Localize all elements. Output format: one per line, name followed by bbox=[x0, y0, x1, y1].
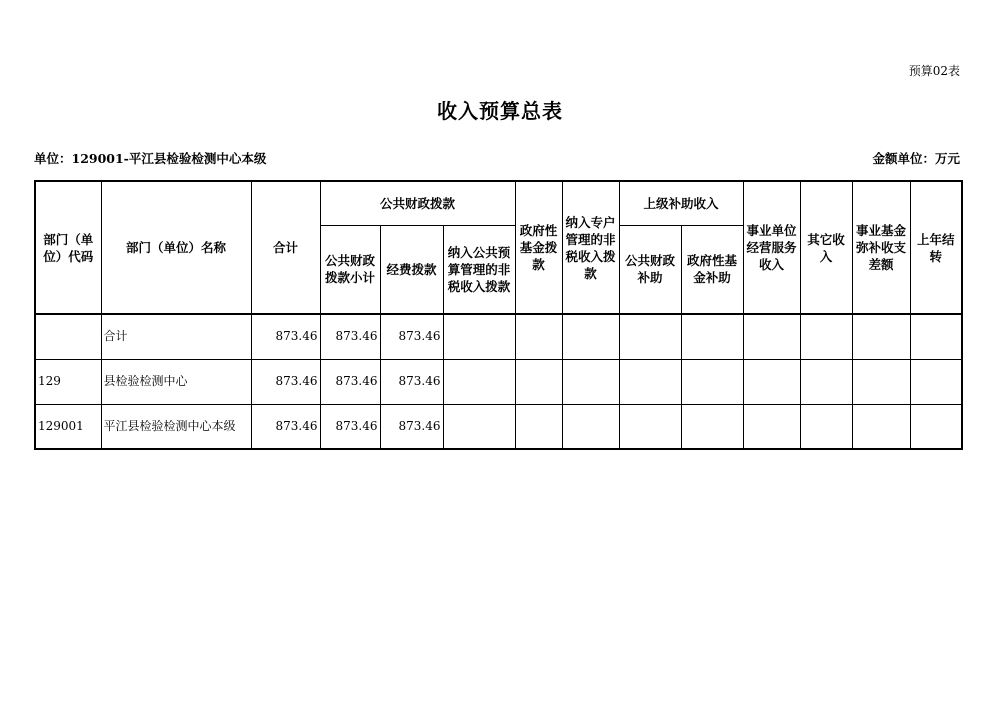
header-total: 合计 bbox=[251, 181, 320, 314]
table-row bbox=[35, 359, 962, 404]
cell-code: 129 bbox=[35, 359, 101, 404]
cell-empty bbox=[852, 314, 910, 359]
cell-empty bbox=[443, 314, 515, 359]
cell-empty bbox=[443, 359, 515, 404]
header-pf-subtotal: 公共财政拨款小计 bbox=[320, 225, 380, 314]
table-row bbox=[35, 314, 962, 359]
form-number: 预算02表 bbox=[908, 64, 960, 78]
cell-empty bbox=[910, 359, 962, 404]
cell-empty bbox=[515, 404, 562, 449]
amount-unit-label: 金额单位：万元 bbox=[872, 151, 960, 166]
cell-empty bbox=[562, 404, 619, 449]
cell-code bbox=[35, 314, 101, 359]
cell-empty bbox=[681, 404, 743, 449]
cell-pf-subtotal: 873.46 bbox=[320, 314, 380, 359]
cell-pf-funding: 873.46 bbox=[380, 314, 443, 359]
cell-empty bbox=[562, 359, 619, 404]
cell-empty bbox=[743, 314, 800, 359]
header-ss-public: 公共财政补助 bbox=[619, 225, 681, 314]
cell-total: 873.46 bbox=[251, 314, 320, 359]
cell-name: 县检验检测中心 bbox=[101, 359, 251, 404]
cell-empty bbox=[743, 359, 800, 404]
header-special-nontax: 纳入专户管理的非税收入拨款 bbox=[562, 181, 619, 314]
cell-pf-subtotal: 873.46 bbox=[320, 359, 380, 404]
cell-empty bbox=[743, 404, 800, 449]
cell-empty bbox=[619, 404, 681, 449]
cell-empty bbox=[800, 314, 852, 359]
cell-empty bbox=[619, 314, 681, 359]
cell-empty bbox=[852, 359, 910, 404]
cell-empty bbox=[681, 359, 743, 404]
cell-empty bbox=[562, 314, 619, 359]
cell-name: 合计 bbox=[101, 314, 251, 359]
header-name: 部门（单位）名称 bbox=[101, 181, 251, 314]
header-fund-offset: 事业基金弥补收支差额 bbox=[852, 181, 910, 314]
header-other-income: 其它收入 bbox=[800, 181, 852, 314]
header-pf-funding: 经费拨款 bbox=[380, 225, 443, 314]
cell-empty bbox=[910, 404, 962, 449]
header-pf-nontax: 纳入公共预算管理的非税收入拨款 bbox=[443, 225, 515, 314]
header-code: 部门（单位）代码 bbox=[35, 181, 101, 314]
page-title: 收入预算总表 bbox=[437, 99, 563, 123]
cell-empty bbox=[681, 314, 743, 359]
header-carryover: 上年结转 bbox=[910, 181, 962, 314]
cell-pf-funding: 873.46 bbox=[380, 404, 443, 449]
header-superior-subsidy: 上级补助收入 bbox=[619, 181, 743, 225]
cell-empty bbox=[619, 359, 681, 404]
cell-pf-subtotal: 873.46 bbox=[320, 404, 380, 449]
cell-pf-funding: 873.46 bbox=[380, 359, 443, 404]
table-row bbox=[35, 404, 962, 449]
cell-empty bbox=[515, 359, 562, 404]
header-gov-fund: 政府性基金拨款 bbox=[515, 181, 562, 314]
cell-empty bbox=[800, 359, 852, 404]
cell-name: 平江县检验检测中心本级 bbox=[101, 404, 251, 449]
unit-label: 单位：129001-平江县检验检测中心本级 bbox=[34, 151, 267, 166]
income-budget-table bbox=[34, 180, 963, 450]
cell-total: 873.46 bbox=[251, 404, 320, 449]
cell-empty bbox=[443, 404, 515, 449]
cell-empty bbox=[800, 404, 852, 449]
cell-empty bbox=[515, 314, 562, 359]
cell-empty bbox=[910, 314, 962, 359]
cell-empty bbox=[852, 404, 910, 449]
header-ss-fund: 政府性基金补助 bbox=[681, 225, 743, 314]
header-public-finance: 公共财政拨款 bbox=[320, 181, 515, 225]
cell-total: 873.46 bbox=[251, 359, 320, 404]
header-business-income: 事业单位经营服务收入 bbox=[743, 181, 800, 314]
cell-code: 129001 bbox=[35, 404, 101, 449]
